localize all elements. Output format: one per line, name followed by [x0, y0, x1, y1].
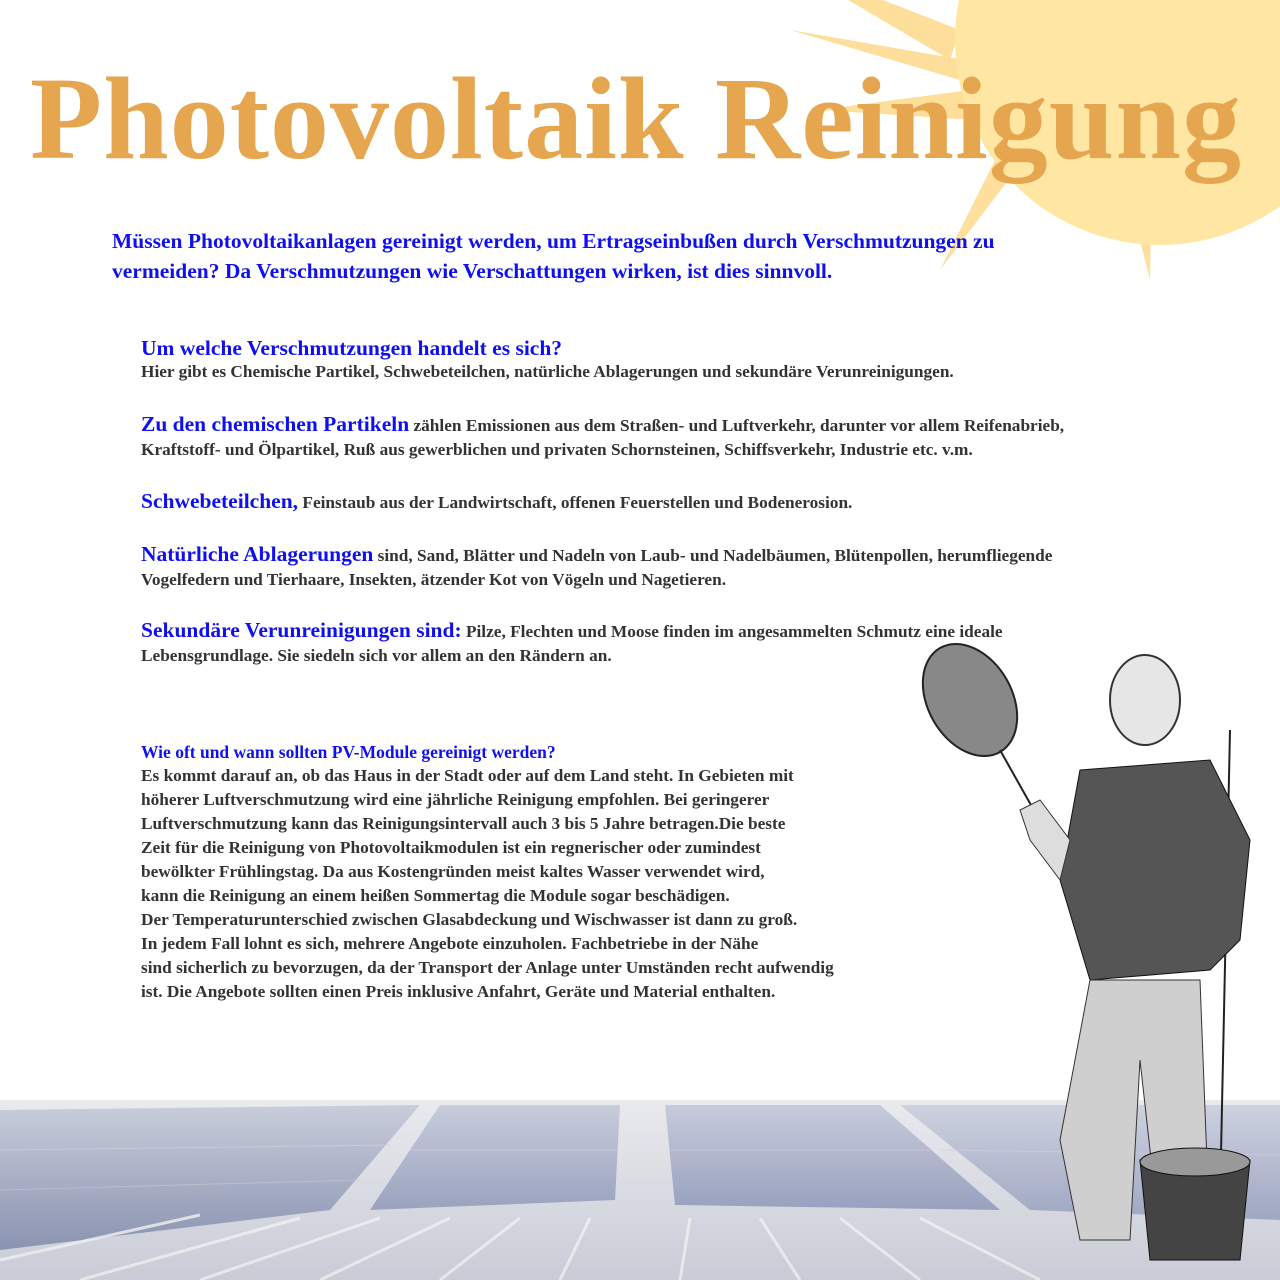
section-heading: Schwebeteilchen, [141, 489, 299, 513]
faq-line: In jedem Fall lohnt es sich, mehrere Angebote einzuholen. Fachbetriebe in der Nähe [141, 934, 759, 953]
section-heading: Zu den chemischen Partikeln [141, 412, 410, 436]
faq-line: ist. Die Angebote sollten einen Preis inklusive Anfahrt, Geräte und Material enthalten. [141, 982, 776, 1001]
faq-line: Der Temperaturunterschied zwischen Glasabdeckung und Wischwasser ist dann zu groß. [141, 910, 798, 929]
faq-line: bewölkter Frühlingstag. Da aus Kostengründen meist kaltes Wasser verwendet wird, [141, 862, 765, 881]
section-heading: Sekundäre Verunreinigungen sind: [141, 618, 462, 642]
section-text: Vogelfedern und Tierhaare, Insekten, ätzender Kot von Vögeln und Nagetieren. [141, 570, 727, 589]
section-types [141, 336, 954, 384]
intro-line: Müssen Photovoltaikanlagen gereinigt werden, um Ertragseinbußen durch Verschmutzungen zu [112, 229, 995, 253]
faq-line: Zeit für die Reinigung von Photovoltaikmodulen ist ein regnerischer oder zumindest [141, 838, 761, 857]
page-title: Photovoltaik Reinigung [30, 53, 1243, 184]
section-secondary [141, 618, 1003, 668]
faq-heading: Wie oft und wann sollten PV-Module gereinigt werden? [141, 742, 556, 762]
faq-line: Es kommt darauf an, ob das Haus in der Stadt oder auf dem Land steht. In Gebieten mit [141, 766, 794, 785]
section-text: Pilze, Flechten und Moose finden im angesammelten Schmutz eine ideale [461, 622, 1003, 641]
section-text: Lebensgrundlage. Sie siedeln sich vor allem an den Rändern an. [141, 646, 612, 665]
section-heading: Um welche Verschmutzungen handelt es sich? [141, 336, 563, 360]
section-chemical [141, 412, 1064, 462]
faq-line: Luftverschmutzung kann das Reinigungsintervall auch 3 bis 5 Jahre betragen.Die beste [141, 814, 786, 833]
section-text: Kraftstoff- und Ölpartikel, Ruß aus gewerblichen und privaten Schornsteinen, Schiffsverkehr, Industrie etc. v.m. [141, 440, 973, 459]
intro-line: vermeiden? Da Verschmutzungen wie Verschattungen wirken, ist dies sinnvoll. [112, 259, 833, 283]
section-text: sind, Sand, Blätter und Nadeln von Laub- und Nadelbäumen, Blütenpollen, herumfliegende [373, 546, 1053, 565]
section-natural [141, 542, 1052, 592]
faq-line: kann die Reinigung an einem heißen Sommertag die Module sogar beschädigen. [141, 886, 730, 905]
intro-text [112, 226, 995, 286]
faq-line: höherer Luftverschmutzung wird eine jährliche Reinigung empfohlen. Bei geringerer [141, 790, 770, 809]
section-particles [141, 489, 852, 515]
section-heading: Natürliche Ablagerungen [141, 542, 374, 566]
cleaner-person-illustration [910, 640, 1280, 1280]
faq-line: sind sicherlich zu bevorzugen, da der Transport der Anlage unter Umständen recht aufwendig [141, 958, 834, 977]
section-text: zählen Emissionen aus dem Straßen- und Luftverkehr, darunter vor allem Reifenabrieb, [409, 416, 1065, 435]
section-faq [141, 740, 834, 1004]
section-text: Hier gibt es Chemische Partikel, Schwebeteilchen, natürliche Ablagerungen und sekundäre Verunreinigungen. [141, 362, 954, 381]
section-text: Feinstaub aus der Landwirtschaft, offenen Feuerstellen und Bodenerosion. [298, 493, 853, 512]
